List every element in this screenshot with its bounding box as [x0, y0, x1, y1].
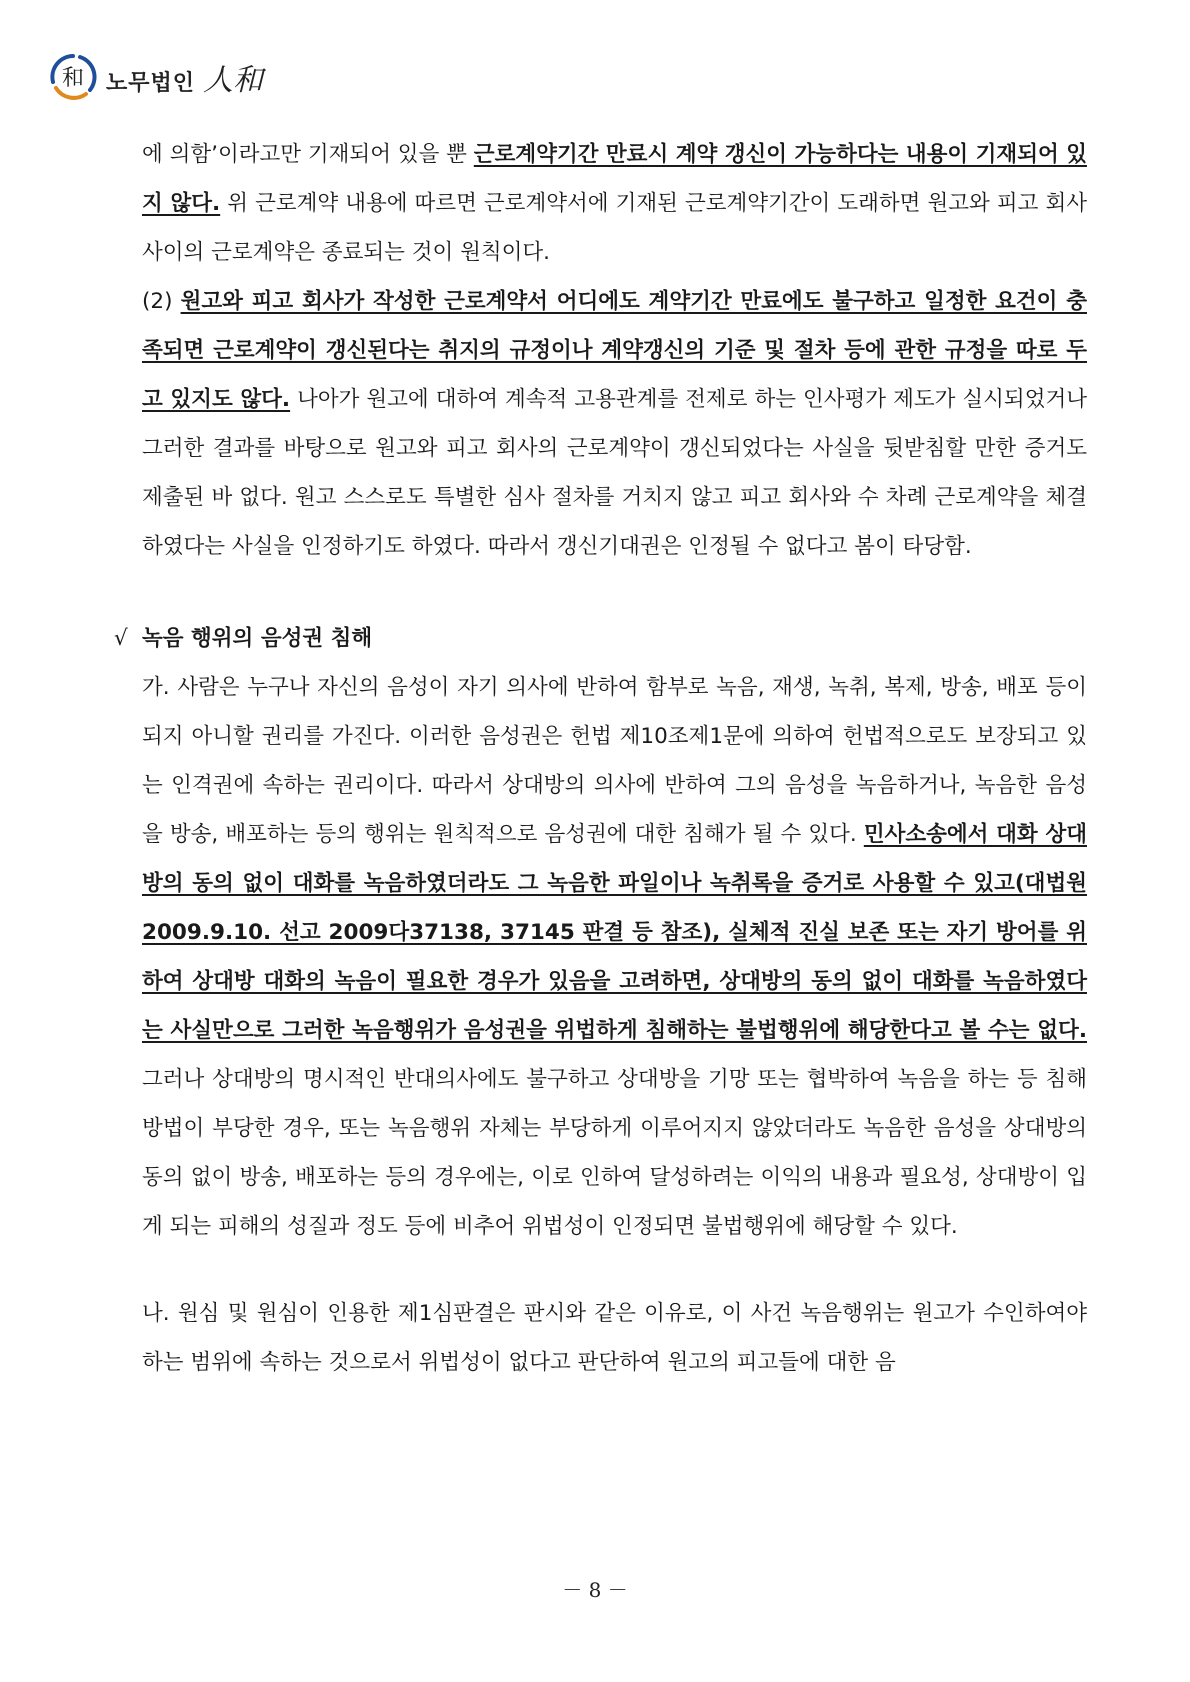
paragraph-4	[142, 1289, 1087, 1387]
section-title: 녹음 행위의 음성권 침해	[142, 626, 373, 651]
emphasis-span: 민사소송에서 대화 상대방의 동의 없이 대화를 녹음하였더라도 그 녹음한 파일이나 녹취록을 증거로 사용할 수 있고(대법원 2009.9.10. 선고 2009다37138, 37145 판결 등 참조), 실체적 진실 보존 또는 자기 방어를 위하여 상대방 대화의 녹음이 필요한 경우가 있음을 고려하면, 상대방의 동의 없이 대화를 녹음하였다는 사실만으로 그러한 녹음행위가 음성권을 위법하게 침해하는 불법행위에 해당한다고 볼 수는 없다.	[142, 822, 1087, 1043]
firm-logo-icon	[48, 52, 98, 102]
text-span: 가. 사람은 누구나 자신의 음성이 자기 의사에 반하여 함부로 녹음, 재생, 녹취, 복제, 방송, 배포 등이 되지 아니할 권리를 가진다. 이러한 음성권은 헌법 제10조제1문에 의하여 헌법적으로도 보장되고 있는 인격권에 속하는 권리이다. 따라서 상대방의 의사에 반하여 그의 음성을 녹음하거나, 녹음한 음성을 방송, 배포하는 등의 행위는 원칙적으로 음성권에 대한 침해가 될 수 있다.	[142, 675, 1087, 847]
firm-name-block	[106, 55, 263, 99]
firm-name: 노무법인	[106, 71, 196, 96]
document-body	[114, 130, 1087, 1387]
text-span: 나. 원심 및 원심이 인용한 제1심판결은 판시와 같은 이유로, 이 사건 녹음행위는 원고가 수인하여야 하는 범위에 속하는 것으로서 위법성이 없다고 판단하여 원고의 피고들에 대한 음	[142, 1301, 1087, 1375]
section-heading	[114, 614, 1087, 663]
emphasis-span: 근로계약기간 만료시 계약 갱신이 가능하다는 내용이 기재되어 있지 않다.	[142, 142, 1087, 216]
item-number: (2)	[142, 289, 181, 314]
emphasis-span: 원고와 피고 회사가 작성한 근로계약서 어디에도 계약기간 만료에도 불구하고 일정한 요건이 충족되면 근로계약이 갱신된다는 취지의 규정이나 계약갱신의 기준 및 절차 등에 관한 규정을 따로 두고 있지도 않다.	[142, 289, 1087, 412]
paragraph-1	[142, 130, 1087, 277]
text-span: 나아가 원고에 대하여 계속적 고용관계를 전제로 하는 인사평가 제도가 실시되었거나 그러한 결과를 바탕으로 원고와 피고 회사의 근로계약이 갱신되었다는 사실을 뒷받침할 만한 증거도 제출된 바 없다. 원고 스스로도 특별한 심사 절차를 거치지 않고 피고 회사와 수 차례 근로계약을 체결하였다는 사실을 인정하기도 하였다. 따라서 갱신기대권은 인정될 수 없다고 봄이 타당함.	[142, 387, 1087, 559]
paragraph-2	[142, 277, 1087, 571]
logo-char: 和	[61, 66, 85, 91]
text-span: 그러나 상대방의 명시적인 반대의사에도 불구하고 상대방을 기망 또는 협박하여 녹음을 하는 등 침해방법이 부당한 경우, 또는 녹음행위 자체는 부당하게 이루어지지 않았더라도 녹음한 음성을 상대방의 동의 없이 방송, 배포하는 등의 경우에는, 이로 인하여 달성하려는 이익의 내용과 필요성, 상대방이 입게 되는 피해의 성질과 정도 등에 비추어 위법성이 인정되면 불법행위에 해당할 수 있다.	[142, 1067, 1087, 1239]
page-header	[48, 52, 263, 102]
check-mark-icon: √	[114, 626, 128, 651]
paragraph-3	[142, 663, 1087, 1251]
firm-script: 人和	[203, 63, 264, 98]
page-number: － 8 －	[562, 1578, 628, 1602]
text-span: 에 의함’이라고만 기재되어 있을 뿐	[142, 142, 474, 167]
text-span: 위 근로계약 내용에 따르면 근로계약서에 기재된 근로계약기간이 도래하면 원고와 피고 회사 사이의 근로계약은 종료되는 것이 원칙이다.	[142, 191, 1087, 265]
